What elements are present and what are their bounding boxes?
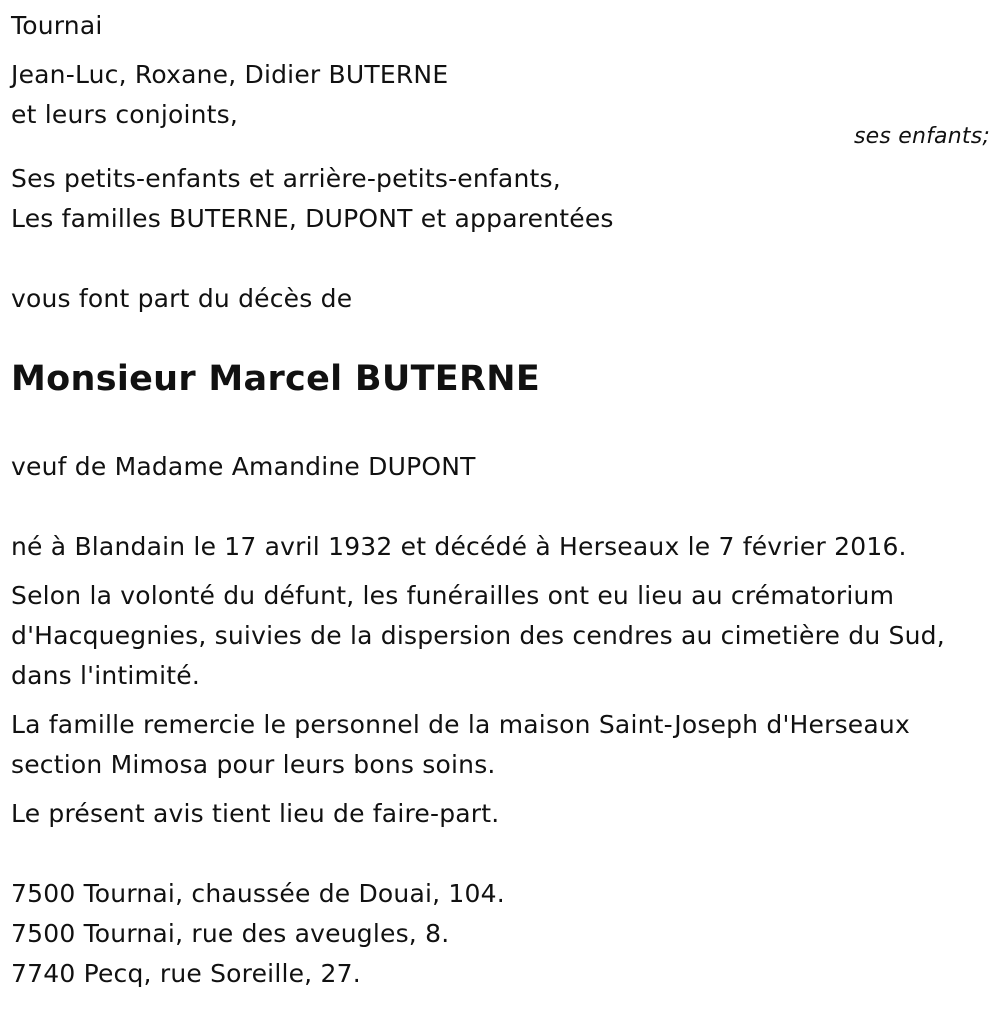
birth-death-line: né à Blandain le 17 avril 1932 et décédé à Herseaux le 7 février 2016. (11, 532, 907, 561)
grandchildren: Ses petits-enfants et arrière-petits-enfants, (11, 164, 561, 193)
address-line: 7500 Tournai, rue des aveugles, 8. (11, 919, 450, 948)
children-names: Jean-Luc, Roxane, Didier BUTERNE (11, 60, 449, 89)
location: Tournai (11, 11, 103, 40)
widower-line: veuf de Madame Amandine DUPONT (11, 452, 476, 481)
thanks-line-1: La famille remercie le personnel de la maison Saint-Joseph d'Herseaux (11, 710, 910, 739)
address-line: 7740 Pecq, rue Soreille, 27. (11, 959, 361, 988)
thanks-line-2: section Mimosa pour leurs bons soins. (11, 750, 496, 779)
funeral-line-2: d'Hacquegnies, suivies de la dispersion des cendres au cimetière du Sud, (11, 621, 945, 650)
address-line: 7500 Tournai, chaussée de Douai, 104. (11, 879, 505, 908)
funeral-line-1: Selon la volonté du défunt, les funérailles ont eu lieu au crématorium (11, 581, 895, 610)
notice-line: Le présent avis tient lieu de faire-part. (11, 799, 500, 828)
announcement: vous font part du décès de (11, 284, 353, 313)
deceased-name: Monsieur Marcel BUTERNE (11, 359, 541, 399)
funeral-line-3: dans l'intimité. (11, 661, 200, 690)
children-spouses: et leurs conjoints, (11, 100, 239, 129)
children-role: ses enfants; (853, 124, 990, 149)
families: Les familles BUTERNE, DUPONT et apparentées (11, 204, 614, 233)
